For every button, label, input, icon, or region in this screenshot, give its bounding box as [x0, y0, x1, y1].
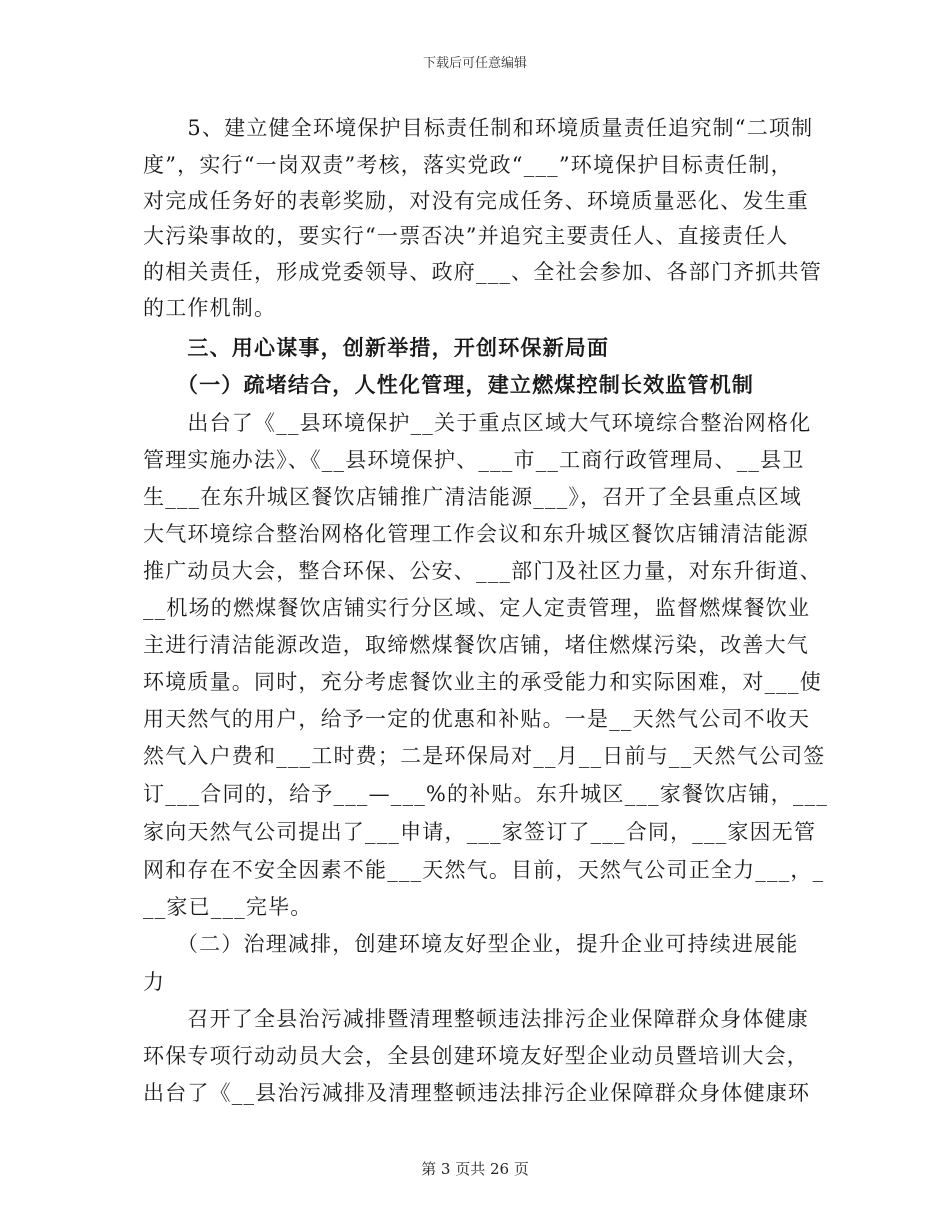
- paragraph-line: 然气入户费和___工时费；二是环保局对__月__日前与__天然气公司签: [143, 744, 826, 768]
- paragraph-line: 环保专项行动动员大会，全县创建环境友好型企业动员暨培训大会，: [143, 1044, 809, 1068]
- paragraph-line: 的相关责任，形成党委领导、政府___、全社会参加、各部门齐抓共管: [143, 260, 822, 284]
- paragraph-line: 主进行清洁能源改造，取缔燃煤餐饮店铺，堵住燃煤污染，改善大气: [143, 633, 809, 657]
- paragraph-line: 出台了《__县环境保护__关于重点区域大气环境综合整治网格化: [143, 411, 812, 435]
- paragraph-line: 出台了《__县治污减排及清理整顿违法排污企业保障群众身体健康环: [143, 1081, 811, 1105]
- paragraph-line: 5、建立健全环境保护目标责任制和环境质量责任追究制“二项制: [143, 116, 814, 140]
- subsection-heading: （一）疏堵结合，人性化管理，建立燃煤控制长效监管机制: [143, 372, 755, 397]
- paragraph-line: 家向天然气公司提出了___申请，___家签订了___合同，___家因无管: [143, 820, 817, 844]
- paragraph-line: __家已___完毕。: [143, 895, 313, 919]
- page-header: 下载后可任意编辑: [422, 56, 527, 71]
- paragraph-line: 订___合同的，给予___—___%的补贴。东升城区___家餐饮店铺，___: [143, 782, 829, 806]
- paragraph-line: 管理实施办法》、《__县环境保护、___市__工商行政管理局、__县卫: [143, 448, 805, 472]
- paragraph-line: __机场的燃煤餐饮店铺实行分区域、定人定责管理，监督燃煤餐饮业: [143, 596, 811, 620]
- paragraph-line: 网和存在不安全因素不能___天然气。目前，天然气公司正全力___，_: [143, 858, 825, 882]
- paragraph-line: 用天然气的用户，给予一定的优惠和补贴。一是__天然气公司不收天: [143, 707, 811, 731]
- paragraph-line: 对完成任务好的表彰奖励，对没有完成任务、环境质量恶化、发生重: [143, 189, 809, 213]
- paragraph-line: 召开了全县治污减排暨清理整顿违法排污企业保障群众身体健康: [143, 1007, 809, 1031]
- paragraph-line: （二）治理减排，创建环境友好型企业，提升企业可持续进展能: [143, 932, 799, 956]
- paragraph-line: 力: [143, 970, 166, 994]
- paragraph-line: 生___在东升城区餐饮店铺推广清洁能源___》，召开了全县重点区域: [143, 485, 803, 509]
- paragraph-line: 环境质量。同时，充分考虑餐饮业主的承受能力和实际困难，对___使: [143, 670, 822, 694]
- paragraph-line: 大气环境综合整治网格化管理工作会议和东升城区餐饮店铺清洁能源: [143, 522, 809, 546]
- section-heading: 三、用心谋事，创新举措，开创环保新局面: [143, 335, 610, 360]
- paragraph-line: 大污染事故的，要实行“一票否决”并追究主要责任人、直接责任人: [143, 224, 789, 248]
- page-footer: 第 3 页共 26 页: [421, 1160, 529, 1178]
- paragraph-line: 的工作机制。: [143, 296, 277, 320]
- paragraph-line: 推广动员大会，整合环保、公安、___部门及社区力量，对东升街道、: [143, 559, 822, 583]
- paragraph-line: 度”，实行“一岗双责”考核，落实党政“___”环境保护目标责任制，: [143, 153, 793, 177]
